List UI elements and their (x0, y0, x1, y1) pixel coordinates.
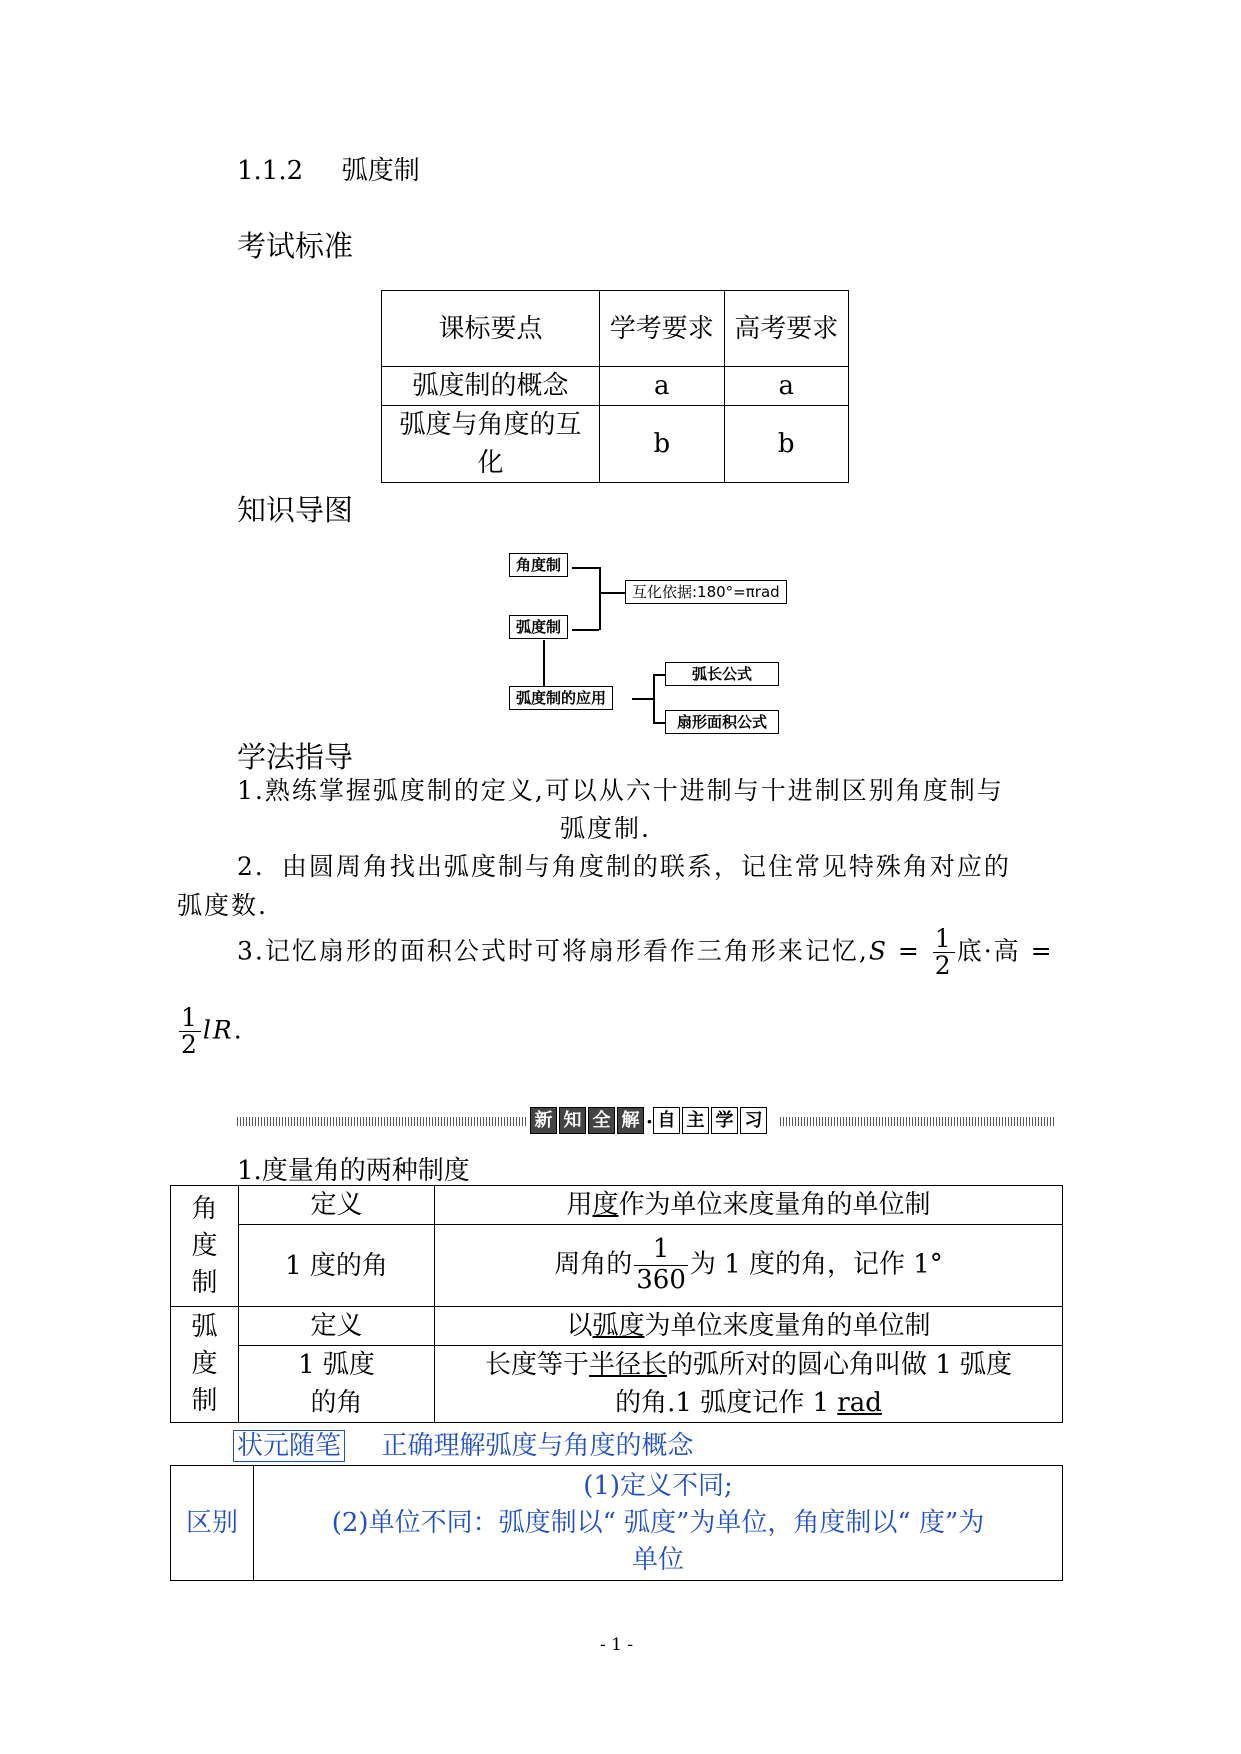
text-part: 作为单位来度量角的单位制 (618, 1190, 931, 1220)
text-part: 的角 (310, 1388, 363, 1418)
measures-table (170, 1185, 1063, 1423)
fraction-numerator: 1 (634, 1235, 688, 1266)
formula-equals: = (887, 936, 931, 966)
mind-map-node-application: 弧度制的应用 (509, 686, 613, 710)
label-char: 度 (191, 1230, 218, 1261)
text-part: 的弧所对的圆心角叫做 1 弧度 (666, 1350, 1013, 1380)
banner-char: 主 (682, 1107, 709, 1134)
table-row (171, 1346, 1063, 1423)
notes-title: 正确理解弧度与角度的概念 (381, 1431, 694, 1461)
formula-lr: lR (202, 1015, 234, 1045)
degree-unit-text (435, 1225, 1063, 1307)
table-cell: a (724, 367, 848, 406)
banner-char: 自 (653, 1107, 680, 1134)
table-cell: b (600, 406, 724, 483)
mind-map-connector (572, 629, 599, 631)
table-cell: 弧度制的概念 (382, 367, 600, 406)
study-guide-item-2a: 2．由圆周角找出弧度制与角度制的联系，记住常见特殊角对应的 (237, 852, 1011, 881)
fraction-numerator: 1 (934, 924, 953, 953)
mind-map-node-sector-area: 扇形面积公式 (665, 710, 779, 734)
text-part: 1 弧度 (298, 1350, 375, 1380)
measures-heading: 1.度量角的两种制度 (237, 1156, 470, 1186)
fraction-denominator: 360 (636, 1265, 686, 1295)
banner-char: 知 (559, 1107, 586, 1134)
mind-map-connector (653, 722, 665, 724)
formula-period: . (233, 1015, 244, 1045)
exam-standard-table (381, 290, 849, 483)
underlined-term: rad (837, 1388, 882, 1418)
mind-map-heading: 知识导图 (237, 493, 354, 527)
mind-map-connector (572, 567, 599, 569)
notes-heading (233, 1425, 694, 1462)
table-row (171, 1186, 1063, 1225)
banner-char: 解 (617, 1107, 644, 1134)
underlined-term: 半径长 (588, 1350, 667, 1380)
notes-line: 单位 (631, 1544, 684, 1575)
fraction-one-half (933, 926, 955, 980)
text-part: 的角.1 弧度记作 1 (615, 1388, 838, 1418)
study-guide-item-3-cont (177, 1005, 244, 1059)
study-guide-heading: 学法指导 (237, 740, 354, 774)
mind-map-connector (543, 640, 545, 687)
section-number: 1.1.2 (237, 156, 304, 186)
text-part: 为 1 度的角，记作 1° (689, 1249, 943, 1280)
mind-map-node-degree: 角度制 (509, 553, 568, 577)
text-part: 用 (566, 1190, 593, 1220)
notes-line: (1)定义不同; (583, 1470, 733, 1501)
formula-base-height: 底·高 = (956, 936, 1054, 966)
notes-line: (2)单位不同：弧度制以“ 弧度”为单位，角度制以“ 度”为 (331, 1507, 985, 1538)
underlined-term: 度 (592, 1190, 619, 1220)
degree-def-label: 定义 (239, 1186, 435, 1225)
study-guide-item-1b: 弧度制. (560, 814, 651, 843)
banner-hatch-left (237, 1117, 527, 1126)
mind-map-connector (599, 567, 601, 630)
table-cell: b (724, 406, 848, 483)
table-cell: 弧度与角度的互化 (382, 406, 600, 483)
banner-char: 全 (588, 1107, 615, 1134)
degree-def-text (435, 1186, 1063, 1225)
text-part: 周角的 (554, 1249, 633, 1280)
mind-map-connector (599, 592, 625, 594)
study-guide-item-3 (237, 926, 1054, 980)
table-row (171, 1225, 1063, 1307)
underlined-term: 弧度 (592, 1311, 645, 1341)
formula-s: S (868, 936, 888, 966)
study-guide-item-3-text: 3.记忆扇形的面积公式时可将扇形看作三角形来记忆, (237, 936, 869, 966)
banner-char: 学 (711, 1107, 738, 1134)
table-row (382, 367, 849, 406)
label-char: 制 (191, 1386, 218, 1416)
banner-char: 习 (740, 1107, 767, 1134)
label-char: 度 (191, 1349, 218, 1379)
notes-content (254, 1466, 1063, 1581)
radian-system-label (171, 1307, 239, 1423)
table-header-cell: 高考要求 (724, 291, 848, 367)
section-banner (530, 1107, 769, 1134)
section-heading (237, 150, 420, 187)
table-header-cell: 课标要点 (382, 291, 600, 367)
degree-unit-label: 1 度的角 (239, 1225, 435, 1307)
degree-system-label (171, 1186, 239, 1307)
study-guide-item-1a: 1.熟练掌握弧度制的定义,可以从六十进制与十进制区别角度制与 (237, 776, 1004, 805)
fraction-denominator: 2 (934, 951, 953, 981)
label-char: 弧 (191, 1312, 218, 1342)
radian-def-text (435, 1307, 1063, 1346)
banner-char: 新 (530, 1107, 557, 1134)
mind-map-node-conversion: 互化依据:180°=πrad (625, 580, 787, 604)
table-row (171, 1307, 1063, 1346)
text-part: 为单位来度量角的单位制 (644, 1311, 931, 1341)
notes-table (170, 1465, 1063, 1581)
mind-map-connector (653, 674, 665, 676)
radian-unit-text (435, 1346, 1063, 1423)
fraction-numerator: 1 (181, 1003, 199, 1032)
section-title: 弧度制 (341, 156, 420, 186)
mind-map-node-radian: 弧度制 (509, 615, 568, 639)
label-char: 制 (191, 1267, 218, 1298)
fraction-one-360 (634, 1235, 688, 1296)
page-number: - 1 - (600, 1635, 634, 1655)
study-guide-item-2b: 弧度数. (177, 891, 268, 920)
table-cell: a (600, 367, 724, 406)
notes-tag: 状元随笔 (233, 1430, 345, 1462)
mind-map-connector (632, 698, 653, 700)
exam-standard-heading: 考试标准 (237, 229, 354, 263)
text-part: 以 (566, 1311, 593, 1341)
table-row (382, 406, 849, 483)
banner-hatch-right (780, 1117, 1055, 1126)
table-header-cell: 学考要求 (600, 291, 724, 367)
text-part: 长度等于 (484, 1350, 589, 1380)
label-char: 角 (191, 1193, 218, 1224)
mind-map-connector (653, 674, 655, 722)
mind-map-node-arc-length: 弧长公式 (665, 662, 779, 686)
fraction-one-half (179, 1005, 201, 1059)
notes-row-label: 区别 (171, 1466, 254, 1581)
table-row (171, 1466, 1063, 1581)
fraction-denominator: 2 (181, 1030, 199, 1060)
radian-unit-label (239, 1346, 435, 1423)
banner-dot: · (646, 1109, 653, 1134)
radian-def-label: 定义 (239, 1307, 435, 1346)
